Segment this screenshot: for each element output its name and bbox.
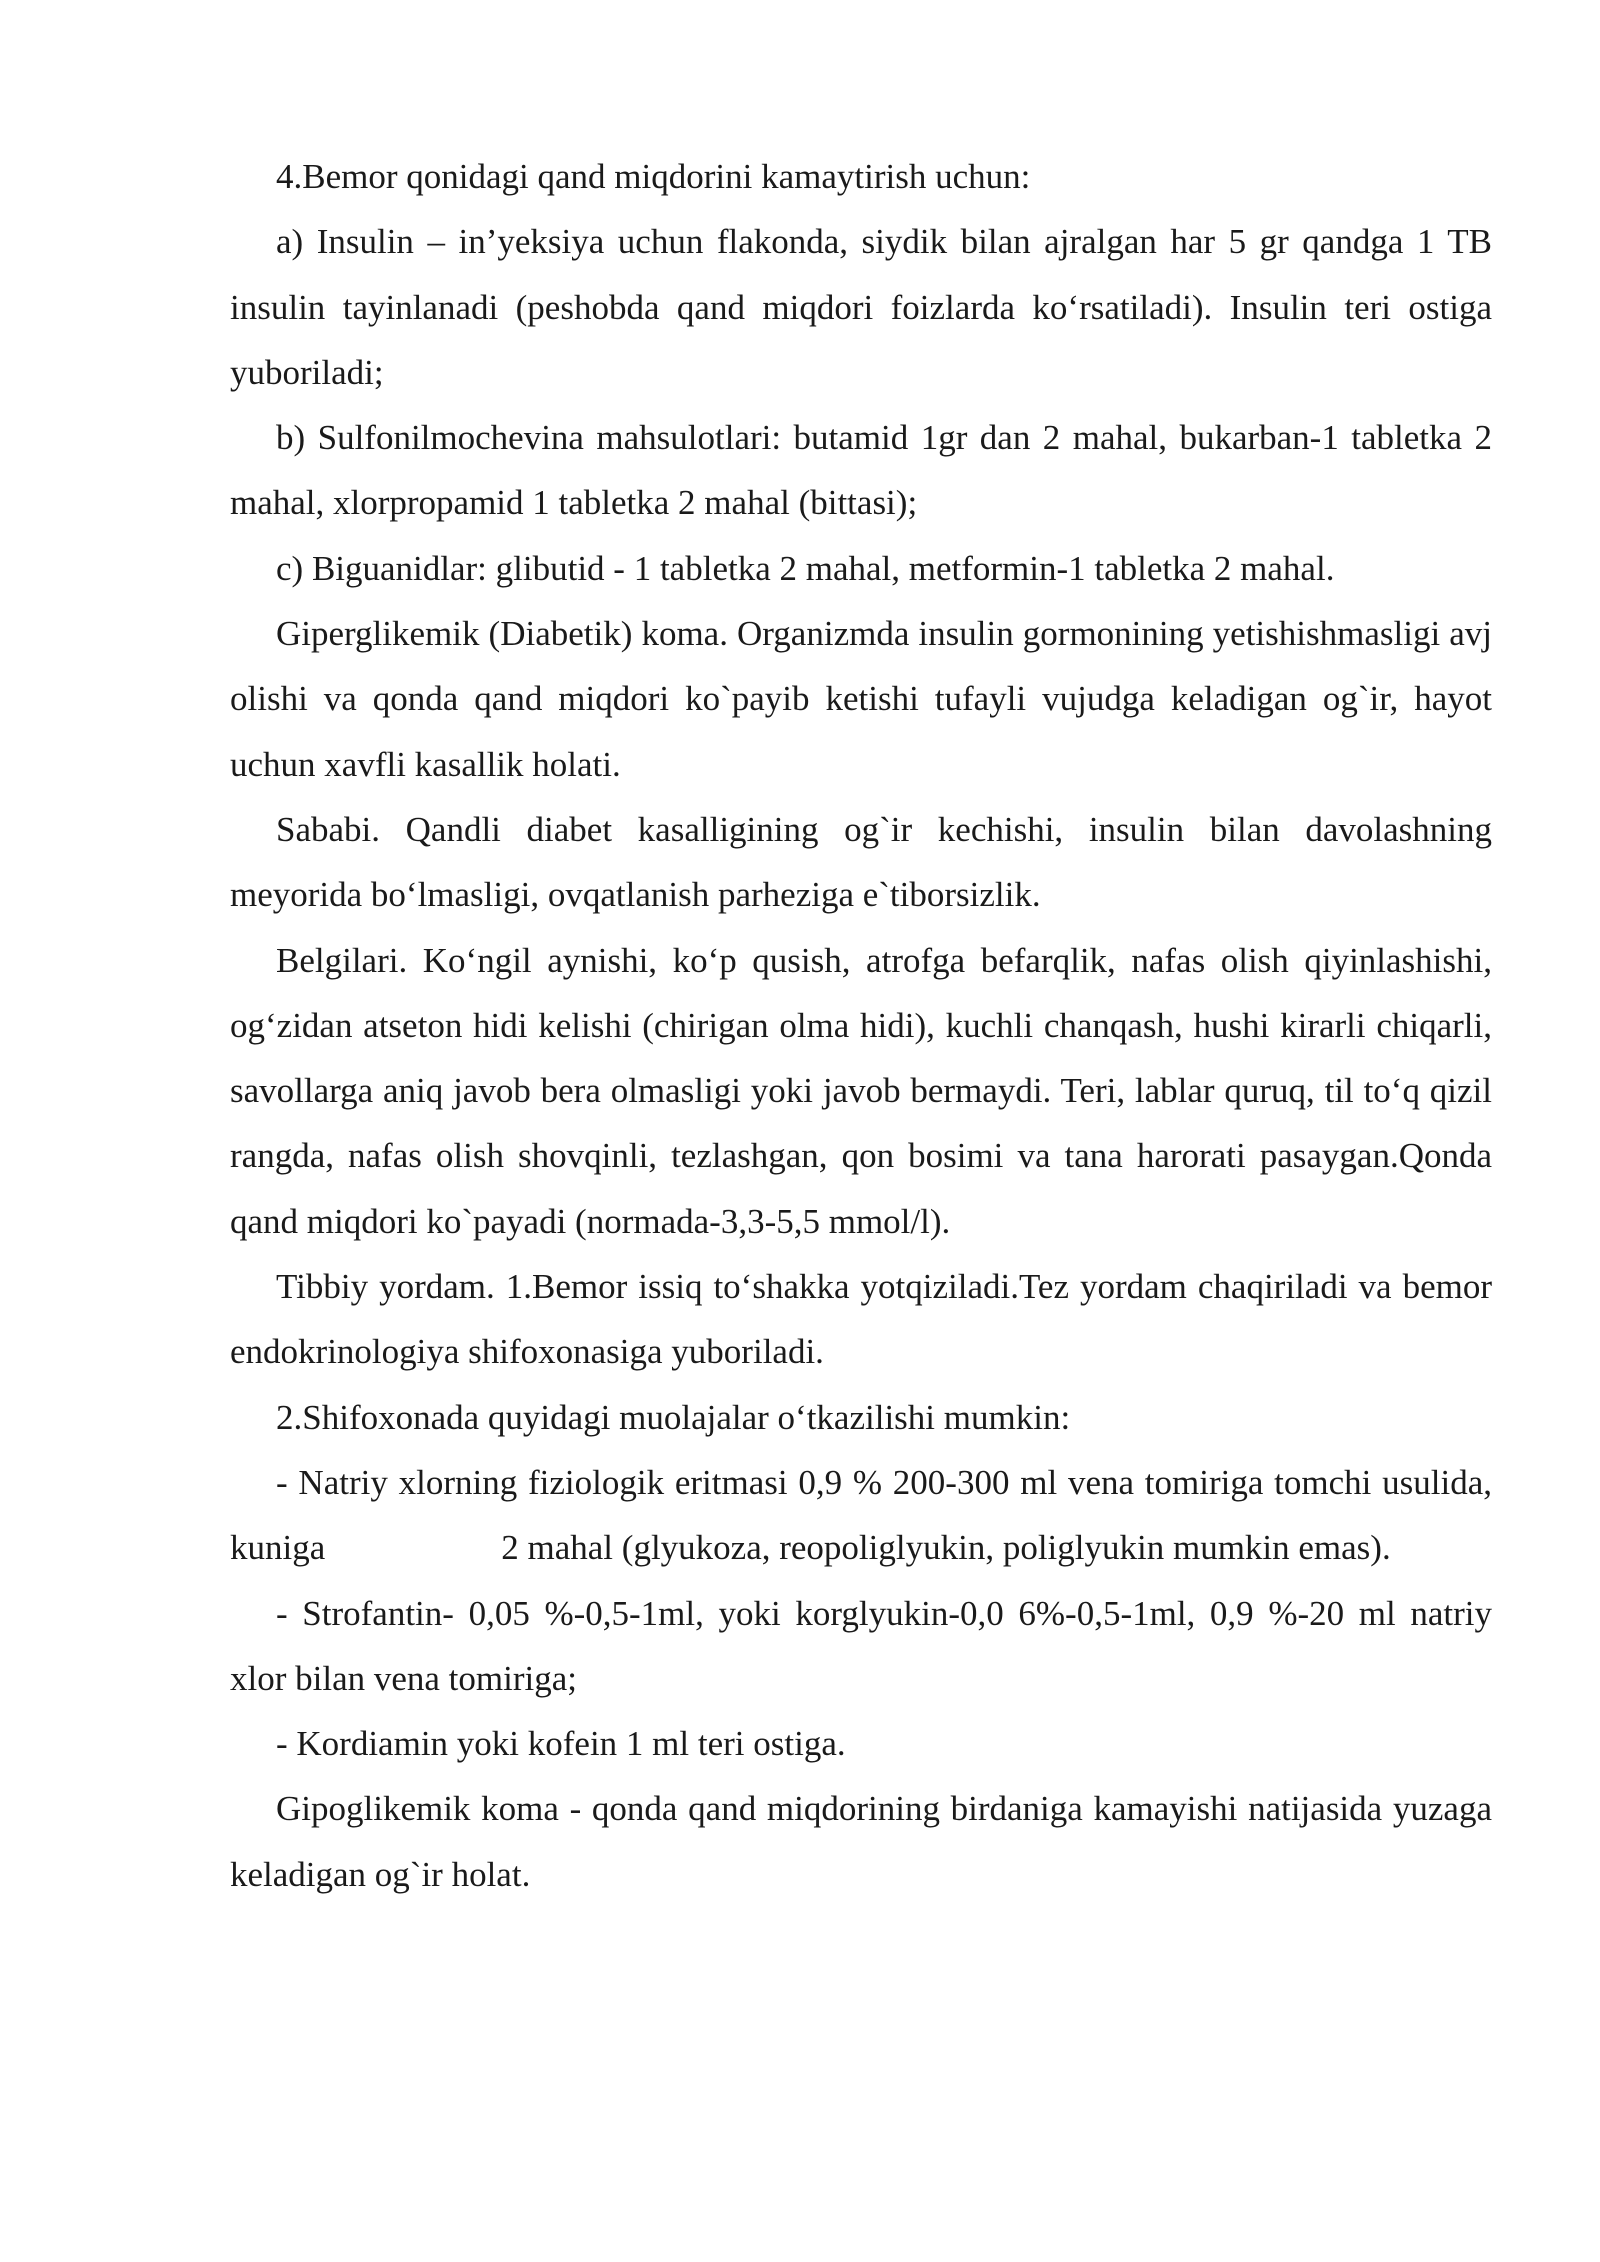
paragraph: c) Biguanidlar: glibutid - 1 tabletka 2 mahal, metformin-1 tabletka 2 mahal. [276, 548, 1335, 588]
paragraph [230, 1450, 1492, 1581]
paragraph: a) Insulin – in’yeksiya uchun flakonda, siydik bilan ajralgan har 5 gr qandga 1 TB insulin tayinlanadi (peshobda qand miqdori foizlarda ko‘rsatiladi). Insulin teri ostiga yuboriladi; [230, 222, 1492, 392]
paragraph: - Kordiamin yoki kofein 1 ml teri ostiga. [276, 1724, 846, 1764]
document-body [230, 144, 1492, 1907]
paragraph: Tibbiy yordam. 1.Bemor issiq to‘shakka yotqiziladi.Tez yordam chaqiriladi va bemor endokrinologiya shifoxonasiga yuboriladi. [230, 1267, 1492, 1372]
paragraph: Sababi. Qandli diabet kasalligining og`ir kechishi, insulin bilan davolashning meyorida bo‘lmasligi, ovqatlanish parheziga e`tiborsizlik. [230, 809, 1492, 915]
paragraph: - Strofantin- 0,05 %-0,5-1ml, yoki korglyukin-0,0 6%-0,5-1ml, 0,9 %-20 ml natriy xlor bilan vena tomiriga; [230, 1593, 1492, 1698]
paragraph-part: 2 mahal (glyukoza, reopoliglyukin, poliglyukin mumkin emas). [501, 1528, 1391, 1568]
paragraph: b) Sulfonilmochevina mahsulotlari: butamid 1gr dan 2 mahal, bukarban-1 tabletka 2 mahal, xlorpropamid 1 tabletka 2 mahal (bittasi); [230, 418, 1492, 523]
paragraph: 4.Bemor qonidagi qand miqdorini kamaytirish uchun: [276, 157, 1031, 196]
paragraph: Giperglikemik (Diabetik) koma. Organizmda insulin gormonining yetishishmasligi avj olishi va qonda qand miqdori ko`payib ketishi tufayli vujudga keladigan og`ir, hayot uchun xavfli kasallik holati. [230, 614, 1492, 784]
paragraph: 2.Shifoxonada quyidagi muolajalar o‘tkazilishi mumkin: [276, 1397, 1071, 1437]
paragraph: Gipoglikemik koma - qonda qand miqdorining birdaniga kamayishi natijasida yuzaga keladigan og`ir holat. [230, 1789, 1492, 1894]
paragraph-part: - Natriy xlorning fiziologik eritmasi 0,9 % 200-300 ml vena tomiriga tomchi usulida, kuniga [230, 1462, 1492, 1568]
paragraph: Belgilari. Ko‘ngil aynishi, ko‘p qusish, atrofga befarqlik, nafas olish qiyinlashishi, og‘zidan atseton hidi kelishi (chirigan olma hidi), kuchli chanqash, hushi kirarli chiqarli, savollarga aniq javob bera olmasligi yoki javob bermaydi. Teri, lablar quruq, til to‘q qizil rangda, nafas olish shovqinli, tezlashgan, qon bosimi va tana harorati pasaygan.Qonda qand miqdori ko`payadi (normada-3,3-5,5 mmol/l). [230, 940, 1492, 1241]
